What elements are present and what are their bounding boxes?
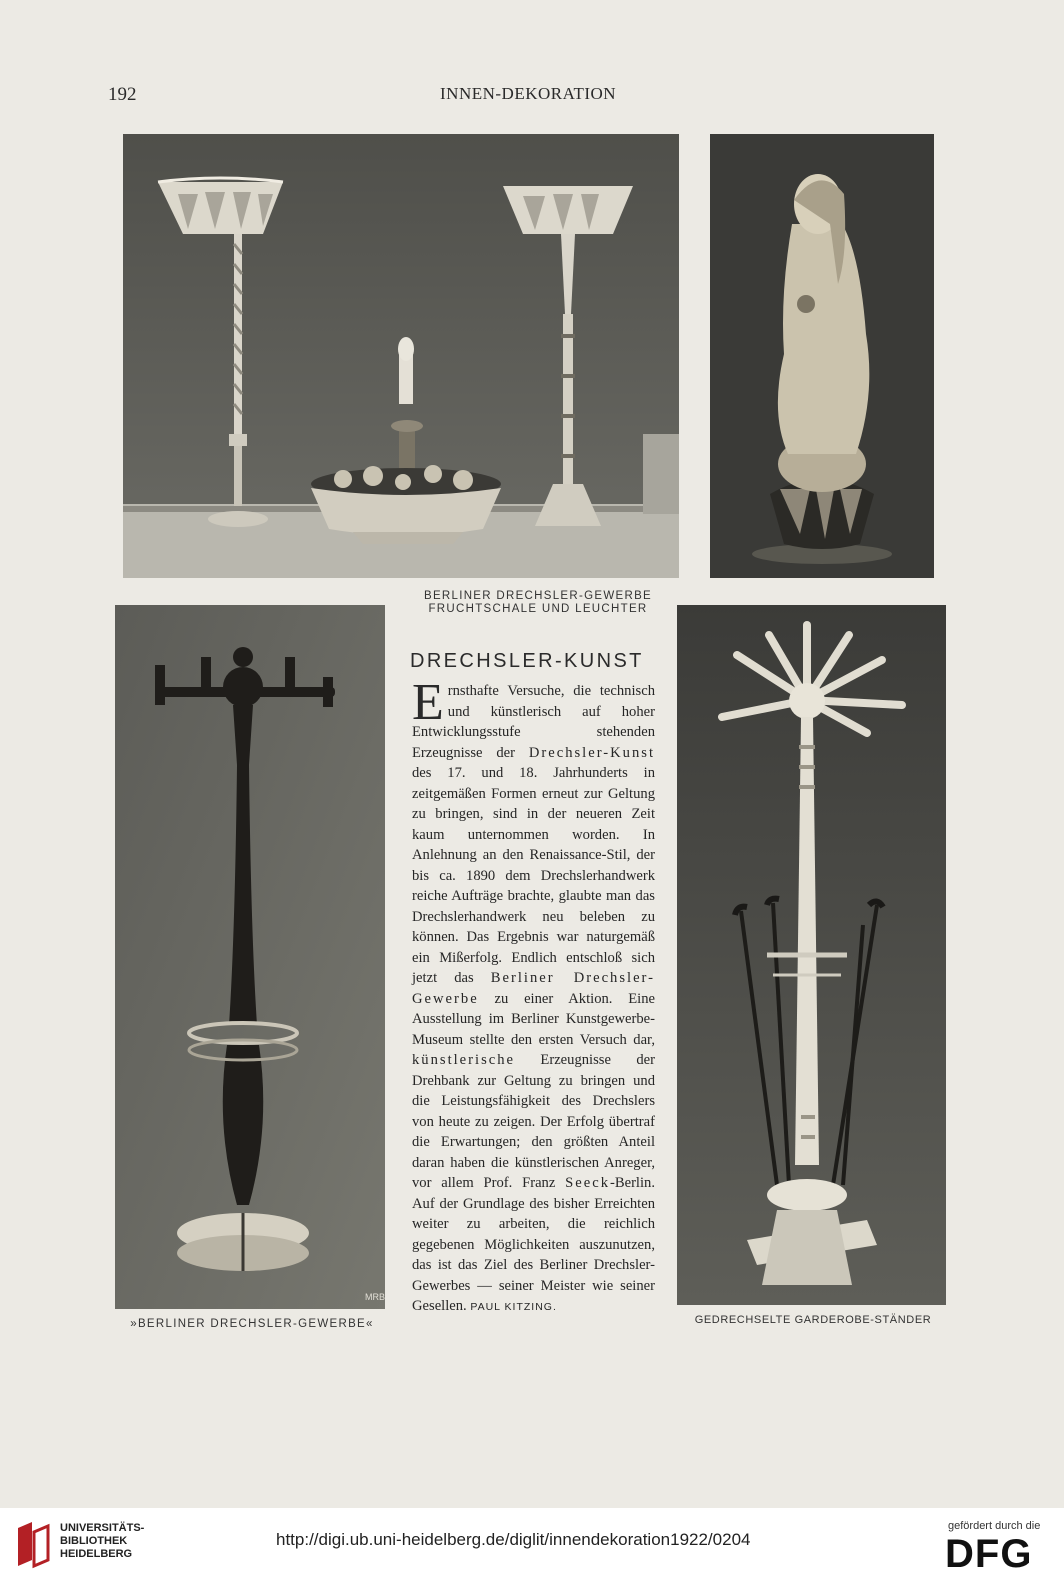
caption-dark-stand: »BERLINER DRECHSLER-GEWERBE«	[130, 1318, 374, 1330]
article-spaced-4: Seeck	[565, 1175, 610, 1191]
article-text-5: -Berlin. Auf der Grundlage des bisher Erreichten weiter zu arbeiten, die reichlich gegebenen Möglichkeiten auszunutzen, das ist das Ziel des Berliner Drechsler-Gewerbes — seiner Meister wie seiner Gesellen.	[412, 1175, 655, 1314]
light-stand-illustration	[677, 605, 946, 1305]
article-spaced-3: künstlerische	[412, 1052, 516, 1068]
funded-by-label: gefördert durch die	[948, 1520, 1041, 1532]
caption-lamps-line2: FRUCHTSCHALE UND LEUCHTER	[428, 603, 648, 615]
drop-cap: E	[412, 674, 444, 731]
article-text-1: rnsthafte Versuche, die technisch und künstlerisch auf hoher Entwicklungsstufe stehenden Erzeugnisse der	[412, 683, 655, 761]
article-text-2: des 17. und 18. Jahrhunderts in zeitgemäßen Formen erneut zur Geltung zu bringen, sind in der neueren Zeit kaum unternommen worden. In Anlehnung an den Renaissance-Stil, der bis ca. 1890 dem Drechslerhandwerk reiche Aufträge brachte, glaubte man das Drechslerhandwerk neu beleben zu können. Das Ergebnis war naturgemäß ein Mißerfolg. Endlich entschloß sich jetzt das	[412, 765, 655, 986]
library-line-1: UNIVERSITÄTS-	[60, 1522, 145, 1534]
photo-dark-coat-stand	[115, 605, 385, 1309]
dfg-logo: DFG	[945, 1532, 1033, 1576]
footer-bar	[0, 1508, 1064, 1581]
photo-light-coat-stand	[677, 605, 946, 1305]
library-line-3: HEIDELBERG	[60, 1548, 133, 1560]
article-body	[412, 674, 655, 1318]
caption-lamps-line1: BERLINER DRECHSLER-GEWERBE	[423, 590, 653, 602]
article-text-4: Erzeugnisse der Drehbank zur Geltung zu bringen und die Leistungsfähigkeit des Drechslers von heute zu zeigen. Der Erfolg übertraf die Erwartungen; den größten Anteil daran haben die künstlerischen Anreger, vor allem Prof. Franz	[412, 1052, 655, 1191]
article-spaced-1: Drechsler-Kunst	[528, 744, 655, 761]
article-spaced-2: Berliner Drechsler-Gewerbe	[412, 970, 655, 1007]
source-url-link[interactable]: http://digi.ub.uni-heidelberg.de/diglit/innendekoration1922/0204	[276, 1530, 751, 1549]
running-head: INNEN-DEKORATION	[440, 84, 617, 103]
article-text-3: zu einer Aktion. Eine Ausstellung im Berliner Kunstgewerbe-Museum stellte den ersten Versuch dar,	[412, 990, 655, 1048]
article-author: PAUL KITZING.	[470, 1301, 557, 1313]
university-library-logo-icon	[14, 1518, 54, 1570]
photo-lamps-fruit-bowl	[123, 134, 679, 578]
library-line-2: BIBLIOTHEK	[60, 1535, 128, 1547]
sculpture-illustration	[710, 134, 934, 578]
dark-stand-illustration	[115, 605, 385, 1309]
lamps-illustration	[123, 134, 679, 578]
page-number: 192	[108, 84, 137, 105]
dark-stand-photo-mark: MRB	[365, 1292, 385, 1302]
university-library-name	[60, 1522, 144, 1561]
article-title: DRECHSLER-KUNST	[410, 650, 644, 672]
caption-light-stand: GEDRECHSELTE GARDEROBE-STÄNDER	[694, 1314, 932, 1326]
photo-figure-sculpture	[710, 134, 934, 578]
